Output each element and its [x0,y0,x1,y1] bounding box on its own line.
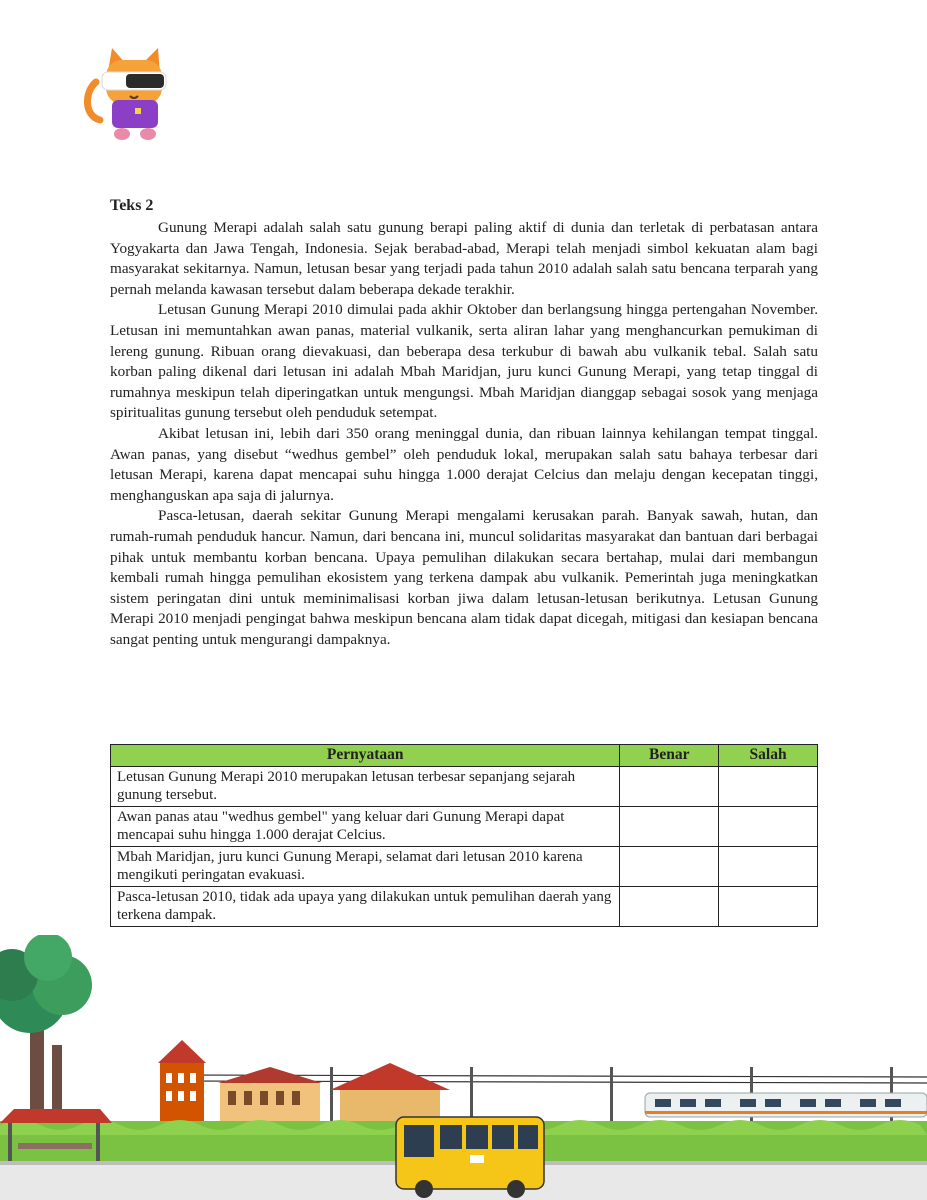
false-answer-cell[interactable] [719,846,818,886]
true-answer-cell[interactable] [620,886,719,926]
cat-mascot-icon [82,42,174,144]
header-true: Benar [620,745,719,767]
table-row [111,846,818,886]
false-answer-cell[interactable] [719,806,818,846]
city-street-scene-illustration [0,935,927,1200]
statement-cell: Mbah Maridjan, juru kunci Gunung Merapi, selamat dari letusan 2010 karena mengikuti peringatan evakuasi. [111,846,620,886]
header-statement: Pernyataan [111,745,620,767]
statement-cell: Pasca-letusan 2010, tidak ada upaya yang dilakukan untuk pemulihan daerah yang terkena dampak. [111,886,620,926]
paragraph-3: Akibat letusan ini, lebih dari 350 orang meninggal dunia, dan ribuan lainnya kehilangan tempat tinggal. Awan panas, yang disebut “wedhus gembel” oleh penduduk lokal, merupakan salah satu bahaya terbesar dari letusan Merapi, karena dapat mencapai suhu hingga 1.000 derajat Celcius dan melaju dengan kecepatan tinggi, menghanguskan apa saja di jalurnya. [110,424,818,504]
reading-text [110,196,818,650]
table-row [111,886,818,926]
paragraph-4: Pasca-letusan, daerah sekitar Gunung Merapi mengalami kerusakan parah. Banyak sawah, hutan, dan rumah-rumah penduduk hancur. Namun, dari bencana ini, muncul solidaritas masyarakat dan bantuan dari berbagai pihak untuk membantu korban bencana. Upaya pemulihan dilakukan secara bertahap, mulai dari membangun kembali rumah hingga pemulihan ekosistem yang terkena dampak abu vulkanik. Pemerintah juga meningkatkan sistem peringatan dini untuk meminimalisasi korban jiwa dalam letusan-letusan berikutnya. Letusan Gunung Merapi 2010 menjadi pengingat bahwa meskipun bencana alam tidak dapat dicegah, mitigasi dan kesiapan bencana sangat penting untuk mengurangi dampaknya. [110,507,818,648]
statement-cell: Awan panas atau "wedhus gembel" yang keluar dari Gunung Merapi dapat mencapai suhu hingga 1.000 derajat Celcius. [111,806,620,846]
table-row [111,806,818,846]
true-answer-cell[interactable] [620,846,719,886]
true-answer-cell[interactable] [620,806,719,846]
false-answer-cell[interactable] [719,886,818,926]
header-false: Salah [719,745,818,767]
table-header-row [111,745,818,767]
text-heading: Teks 2 [110,197,154,214]
paragraph-1: Gunung Merapi adalah salah satu gunung berapi paling aktif di dunia dan terletak di perbatasan antara Yogyakarta dan Jawa Tengah, Indonesia. Sejak berabad-abad, Merapi telah menjadi simbol kekuatan alam bagi masyarakat sekitarnya. Namun, letusan besar yang terjadi pada tahun 2010 adalah salah satu bencana terparah yang pernah melanda kawasan tersebut dalam beberapa dekade terakhir. [110,219,818,298]
false-answer-cell[interactable] [719,766,818,806]
table-row [111,766,818,806]
paragraph-2: Letusan Gunung Merapi 2010 dimulai pada akhir Oktober dan berlangsung hingga pertengahan November. Letusan ini memuntahkan awan panas, material vulkanik, serta aliran lahar yang menghancurkan pemukiman di lereng gunung. Ribuan orang dievakuasi, dan beberapa desa terkubur di bawah abu vulkanik tebal. Salah satu korban paling dikenal dari letusan ini adalah Mbah Maridjan, juru kunci Gunung Merapi, yang tetap tinggal di rumahnya meskipun telah diperingatkan untuk mengungsi. Mbah Maridjan dianggap sebagai sosok yang menjaga spiritualitas gunung tersebut oleh penduduk setempat. [110,301,818,422]
true-answer-cell[interactable] [620,766,719,806]
statement-cell: Letusan Gunung Merapi 2010 merupakan letusan terbesar sepanjang sejarah gunung tersebut. [111,766,620,806]
true-false-table [110,744,818,927]
